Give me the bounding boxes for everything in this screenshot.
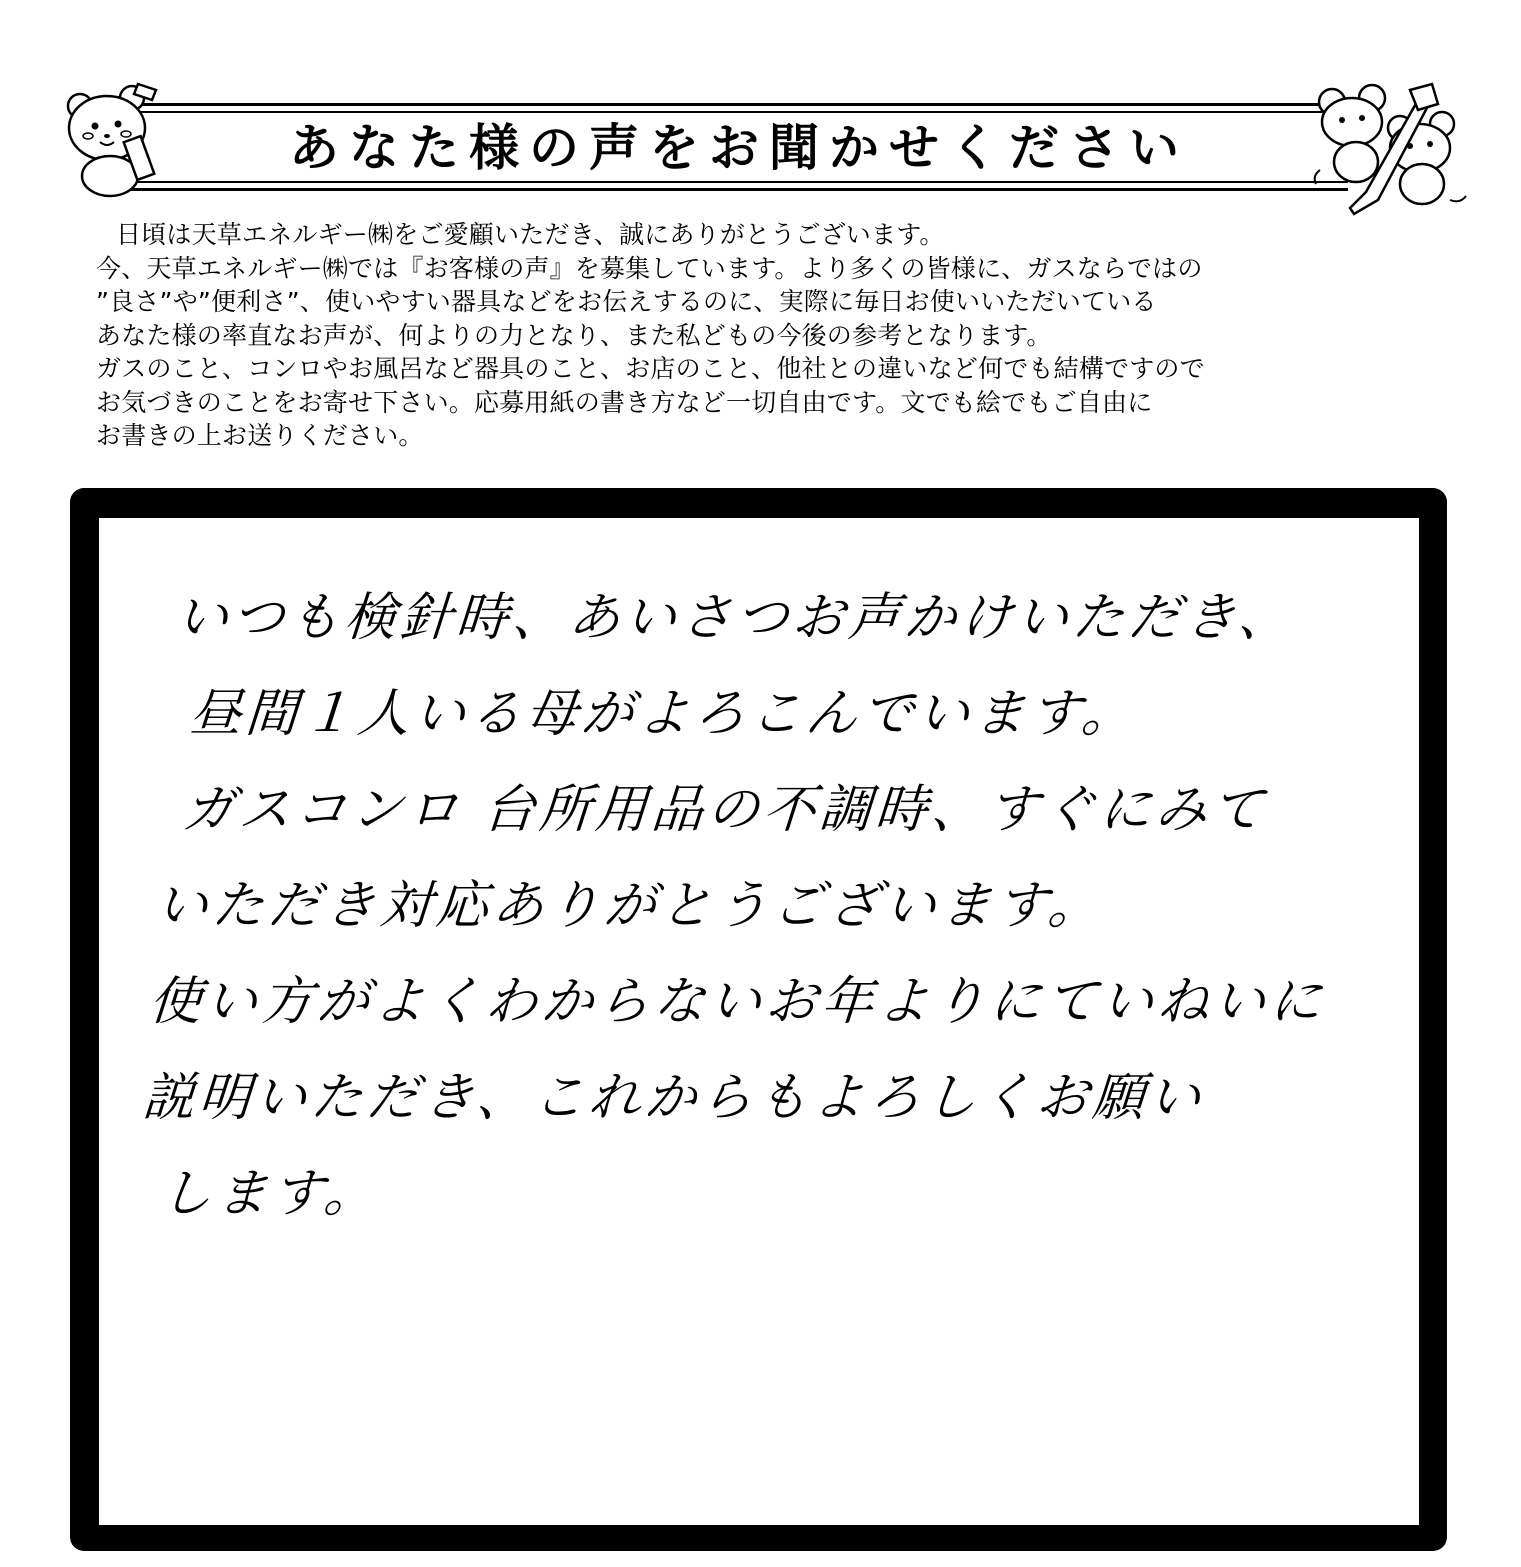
intro-line: お気づきのことをお寄せ下さい。応募用紙の書き方など一切自由です。文でも絵でもご自由に bbox=[96, 387, 1153, 417]
response-line: いただき対応ありがとうございます。 bbox=[153, 876, 1106, 936]
response-line: 昼間１人いる母がよろこんでいます。 bbox=[187, 684, 1140, 744]
mice-with-pencil-icon bbox=[1310, 80, 1470, 220]
page-title: あなた様の声をお聞かせください bbox=[289, 119, 1189, 177]
response-line: 使い方がよくわからないお年よりにていねいに bbox=[147, 972, 1328, 1032]
response-line: いつも検針時、あいさつお声かけいただき、 bbox=[174, 588, 1297, 648]
intro-line: あなた様の率直なお声が、何よりの力となり、また私どもの今後の参考となります。 bbox=[96, 320, 1052, 350]
intro-line: お書きの上お送りください。 bbox=[96, 421, 424, 450]
handwritten-response bbox=[133, 570, 1328, 1242]
intro-line: ”良さ”や”便利さ”、使いやすい器具などをお伝えするのに、実際に毎日お使いいただいている bbox=[96, 287, 1157, 316]
intro-line: ガスのこと、コンロやお風呂など器具のこと、お店のこと、他社との違いなど何でも結構ですので bbox=[96, 354, 1205, 383]
title-banner bbox=[130, 103, 1348, 191]
intro-line: 今、天草エネルギー㈱では『お客様の声』を募集しています。より多くの皆様に、ガスならではの bbox=[96, 253, 1203, 283]
intro-text bbox=[96, 218, 1456, 453]
response-line: ガスコンロ 台所用品の不調時、すぐにみて bbox=[180, 780, 1270, 840]
response-line: します。 bbox=[157, 1164, 382, 1224]
bear-mascot-icon bbox=[60, 78, 170, 198]
intro-line: 日頃は天草エネルギー㈱をご愛顧いただき、誠にありがとうございます。 bbox=[116, 220, 945, 249]
response-line: 説明いただき、これからもよろしくお願い bbox=[140, 1068, 1207, 1128]
